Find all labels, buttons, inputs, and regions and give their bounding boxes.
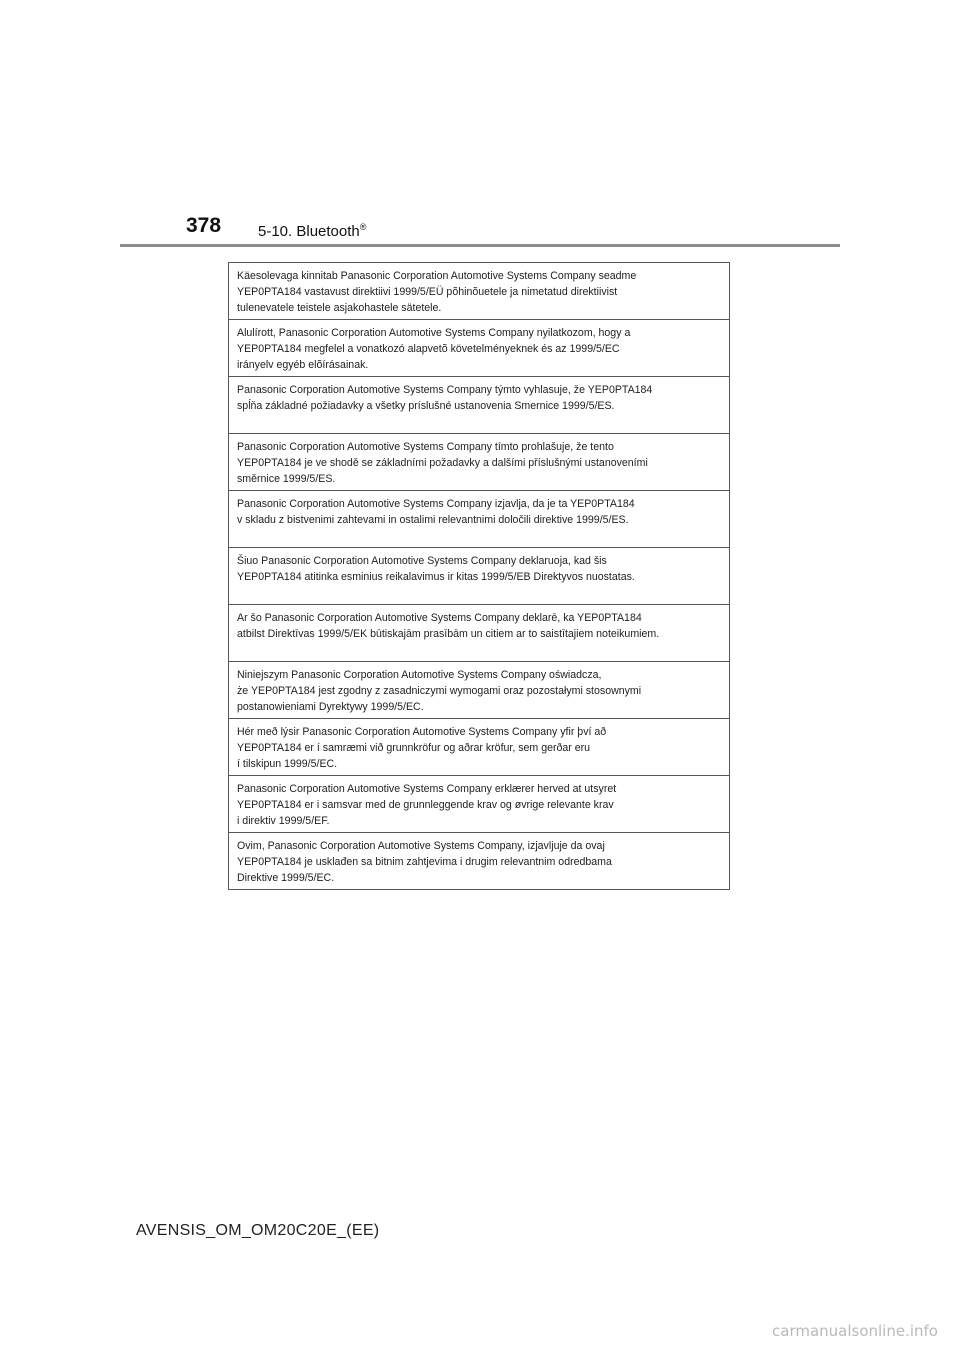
- section-title: [258, 222, 366, 240]
- watermark-link[interactable]: carmanualsonline.info: [772, 1322, 938, 1340]
- declaration-polish: Niniejszym Panasonic Corporation Automotive Systems Company oświadcza, że YEP0PTA184 jest zgodny z zasadniczymi wymogami oraz pozostałymi stosownymi postanowieniami Dyrektywy 1999/5/EC.: [229, 662, 729, 719]
- declaration-lithuanian: Šiuo Panasonic Corporation Automotive Systems Company deklaruoja, kad šis YEP0PTA184 atitinka esminius reikalavimus ir kitas 1999/5/EB Direktyvos nuostatas.: [229, 548, 729, 605]
- declaration-norwegian: Panasonic Corporation Automotive Systems Company erklærer herved at utsyret YEP0PTA184 er i samsvar med de grunnleggende krav og øvrige relevante krav i direktiv 1999/5/EF.: [229, 776, 729, 833]
- declaration-estonian: Käesolevaga kinnitab Panasonic Corporation Automotive Systems Company seadme YEP0PTA184 vastavust direktiivi 1999/5/EÜ põhinõuetele ja nimetatud direktiivist tulenevatele teistele asjakohastele sätetele.: [229, 263, 729, 320]
- declaration-croatian: Ovim, Panasonic Corporation Automotive Systems Company, izjavljuje da ovaj YEP0PTA184 je usklađen sa bitnim zahtjevima i drugim relevantnim odredbama Direktive 1999/5/EC.: [237, 840, 612, 884]
- declarations-table: [228, 262, 730, 890]
- declaration-slovak: Panasonic Corporation Automotive Systems Company týmto vyhlasuje, že YEP0PTA184 spĺňa základné požiadavky a všetky príslušné ustanovenia Smernice 1999/5/ES.: [229, 377, 729, 434]
- footer-document-code: AVENSIS_OM_OM20C20E_(EE): [136, 1222, 380, 1239]
- header-rule: [120, 244, 840, 247]
- registered-mark: ®: [359, 222, 367, 232]
- declaration-hungarian: Alulírott, Panasonic Corporation Automotive Systems Company nyilatkozom, hogy a YEP0PTA184 megfelel a vonatkozó alapvetõ követelményeknek és az 1999/5/EC irányelv egyéb elõírásainak.: [229, 320, 729, 377]
- declaration-czech: Panasonic Corporation Automotive Systems Company tímto prohlašuje, že tento YEP0PTA184 je ve shodě se základními požadavky a dalšími příslušnými ustanoveními směrnice 1999/5/ES.: [229, 434, 729, 491]
- declaration-icelandic: Hér með lýsir Panasonic Corporation Automotive Systems Company yfir því að YEP0PTA184 er í samræmi við grunnkröfur og aðrar kröfur, sem gerðar eru í tilskipun 1999/5/EC.: [229, 719, 729, 776]
- declaration-latvian: Ar šo Panasonic Corporation Automotive Systems Company deklarē, ka YEP0PTA184 atbilst Direktīvas 1999/5/EK būtiskajām prasībām un citiem ar to saistītajiem noteikumiem.: [229, 605, 729, 662]
- section-title-text: 5-10. Bluetooth: [258, 223, 360, 240]
- declaration-slovenian: Panasonic Corporation Automotive Systems Company izjavlja, da je ta YEP0PTA184 v skladu z bistvenimi zahtevami in ostalimi relevantnimi določili direktive 1999/5/ES.: [229, 491, 729, 548]
- page-number: 378: [186, 214, 222, 237]
